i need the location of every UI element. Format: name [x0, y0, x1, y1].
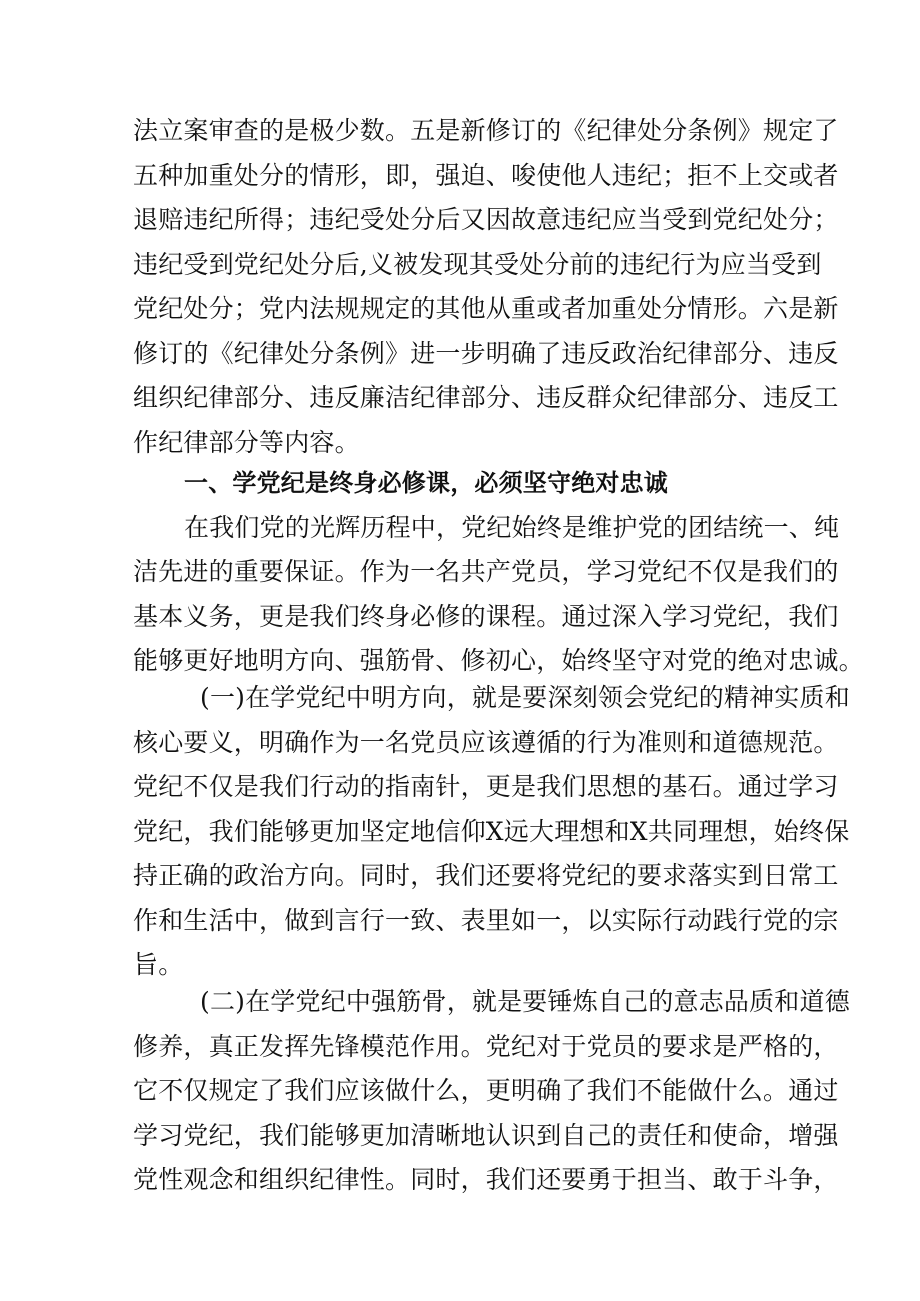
paragraph-line: 它不仅规定了我们应该做什么，更明确了我们不能做什么。通过 — [133, 1076, 839, 1105]
paragraph-line: 修养，真正发挥先锋模范作用。党纪对于党员的要求是严格的， — [133, 1032, 839, 1061]
paragraph-line: 能够更好地明方向、强筋骨、修初心，始终坚守对党的绝对忠诚。 — [133, 646, 864, 675]
paragraph-line: (二)在学党纪中强筋骨，就是要锤炼自己的意志品质和道德 — [200, 987, 850, 1016]
paragraph-line: 修订的《纪律处分条例》进一步明确了违反政治纪律部分、违反 — [133, 339, 839, 368]
paragraph-line: 五种加重处分的情形，即，强迫、唆使他人违纪；拒不上交或者 — [133, 161, 839, 190]
paragraph-line: 学习党纪，我们能够更加清晰地认识到自己的责任和使命，增强 — [133, 1121, 839, 1150]
paragraph-line: 违纪受到党纪处分后,义被发现其受处分前的违纪行为应当受到 — [133, 250, 822, 279]
paragraph-line: 旨。 — [133, 950, 184, 979]
paragraph-line: 基本义务，更是我们终身必修的课程。通过深入学习党纪，我们 — [133, 602, 839, 631]
paragraph-line: 法立案审查的是极少数。五是新修订的《纪律处分条例》规定了 — [133, 116, 839, 145]
paragraph-line: 党纪不仅是我们行动的指南针，更是我们思想的基石。通过学习 — [133, 772, 839, 801]
paragraph-line: 洁先进的重要保证。作为一名共产党员，学习党纪不仅是我们的 — [133, 557, 839, 586]
paragraph-line: 核心要义，明确作为一名党员应该遵循的行为准则和道德规范。 — [133, 728, 839, 757]
paragraph-line: 党纪，我们能够更加坚定地信仰X远大理想和X共同理想，始终保 — [133, 817, 850, 846]
paragraph-line: (一)在学党纪中明方向，就是要深刻领会党纪的精神实质和 — [200, 683, 850, 712]
section-heading: 一、学党纪是终身必修课，必须坚守绝对忠诚 — [184, 469, 668, 497]
paragraph-line: 退赔违纪所得；违纪受处分后又因故意违纪应当受到党纪处分； — [133, 205, 839, 234]
paragraph-line: 在我们党的光辉历程中，党纪始终是维护党的团结统一、纯 — [184, 513, 840, 542]
paragraph-line: 党性观念和组织纪律性。同时，我们还要勇于担当、敢于斗争， — [133, 1165, 839, 1194]
paragraph-line: 组织纪律部分、违反廉洁纪律部分、违反群众纪律部分、违反工 — [133, 383, 839, 412]
paragraph-line: 作和生活中，做到言行一致、表里如一，以实际行动践行党的宗 — [133, 906, 839, 935]
paragraph-line: 作纪律部分等内容。 — [133, 428, 360, 457]
paragraph-line: 党纪处分；党内法规规定的其他从重或者加重处分情形。六是新 — [133, 294, 839, 323]
paragraph-line: 持正确的政治方向。同时，我们还要将党纪的要求落实到日常工 — [133, 861, 839, 890]
